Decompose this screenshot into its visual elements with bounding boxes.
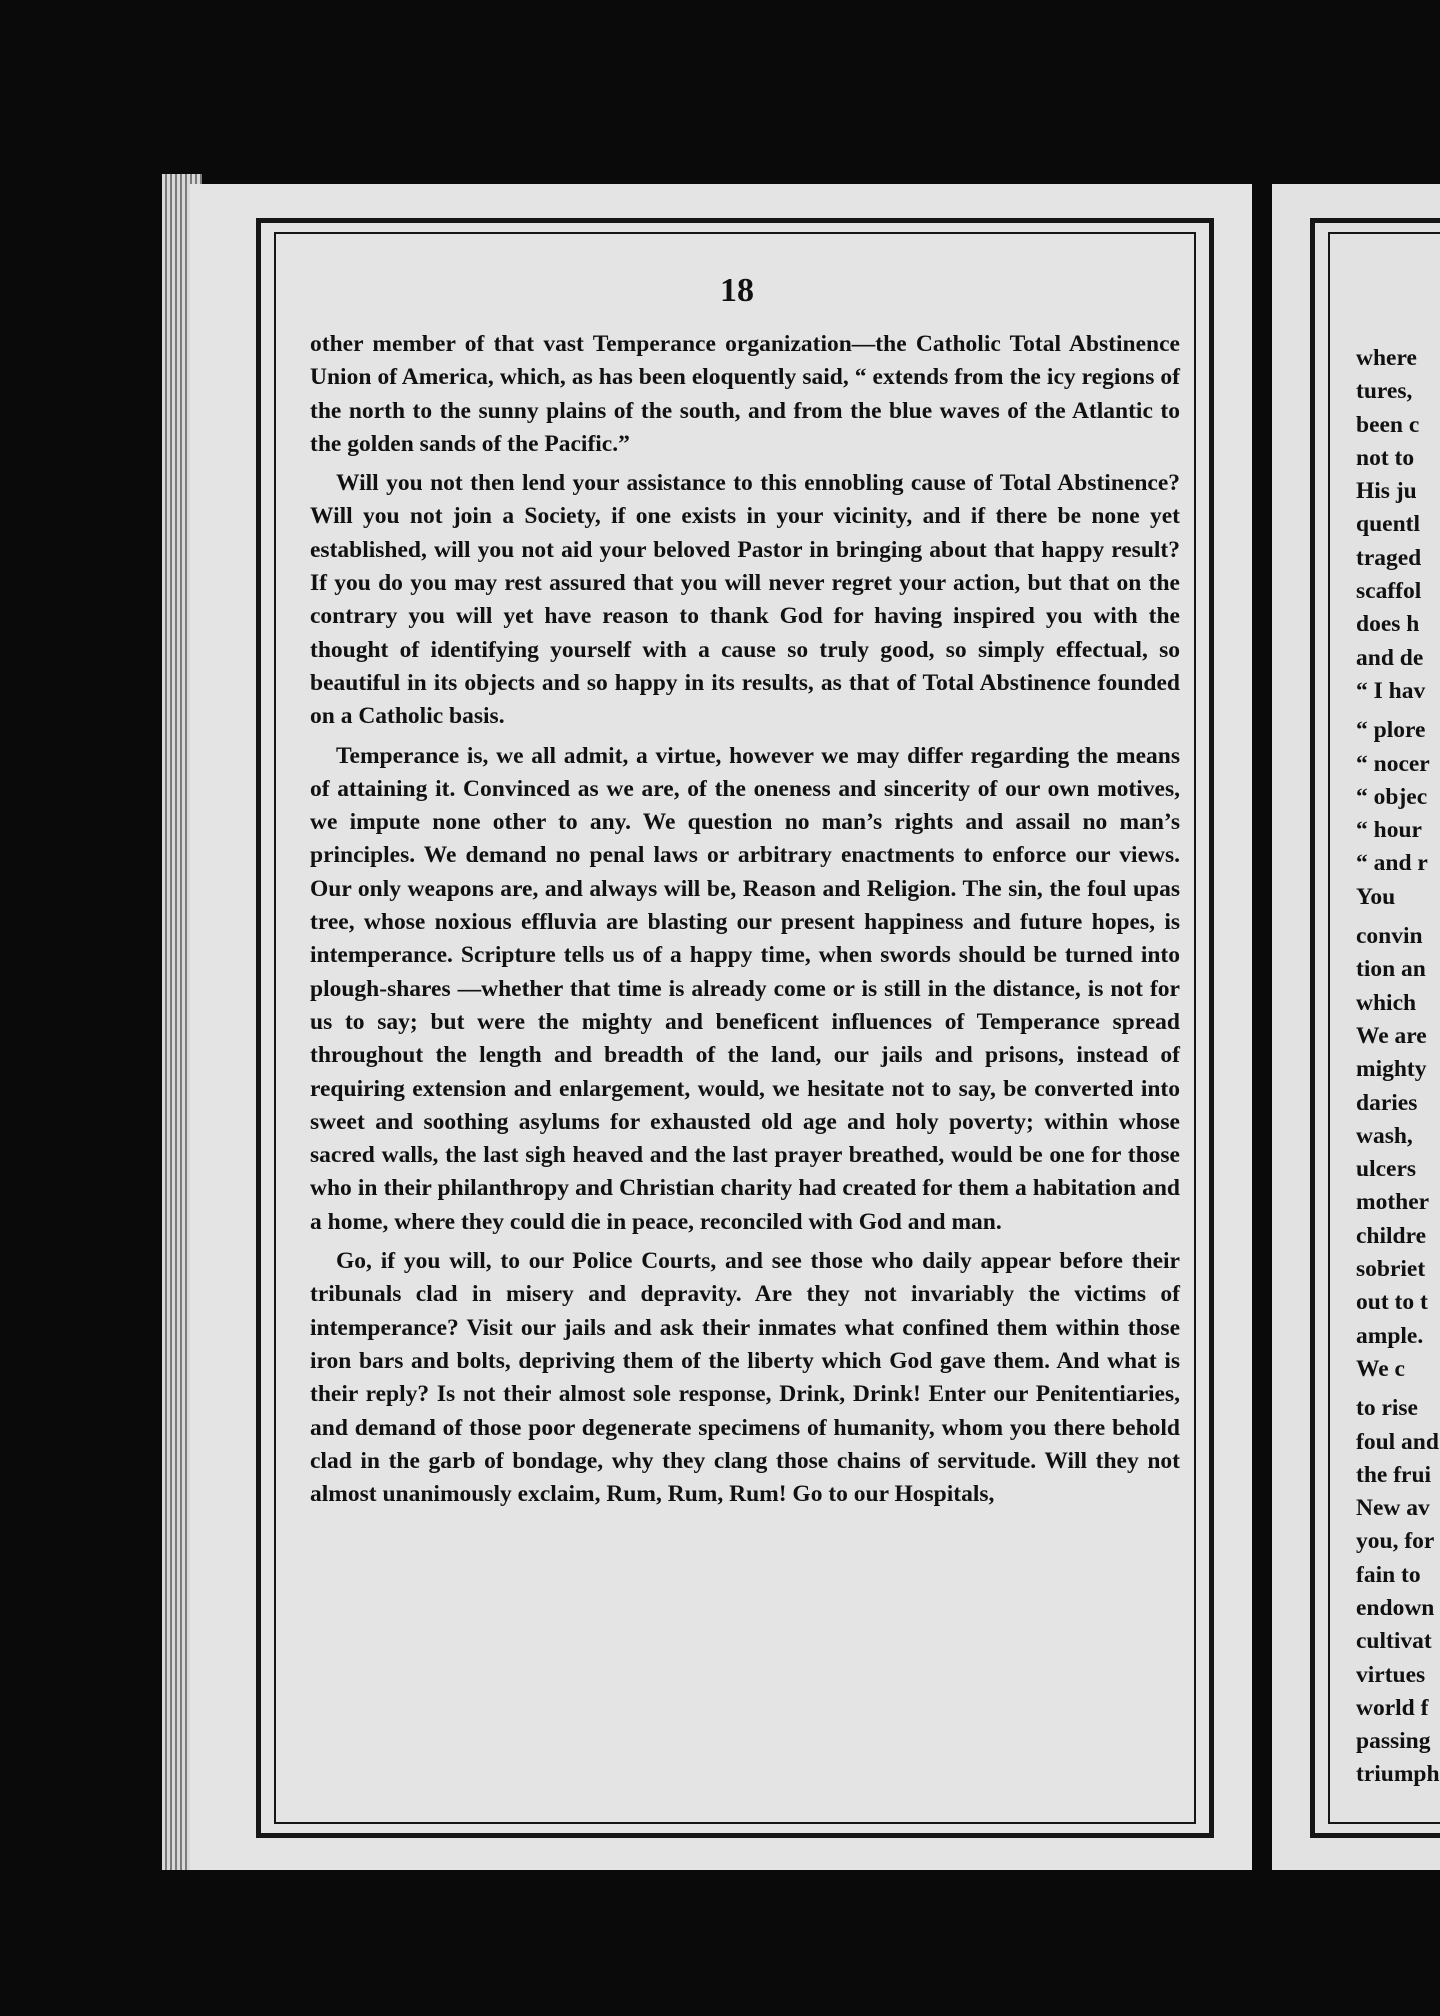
facing-page-line: where [1356, 345, 1417, 371]
facing-page-line: cultivat [1356, 1628, 1432, 1655]
paragraph: Go, if you will, to our Police Courts, and see those who daily appear before their tribunals clad in misery and depravity. Are they not invariably the victims of intemperance? Visit our jails and ask their inmates what confined them within those iron bars and bolts, depriving them of the liberty which God gave them. And what is their reply? Is not their almost sole response, Drink, Drink! Enter our Penitentiaries, and demand of those poor degenerate specimens of humanity, whom you there behold clad in the garb of bondage, why they clang those chains of servitude. Will they not almost unanimously exclaim, Rum, Rum, Rum! Go to our Hospitals, [310, 1248, 1180, 1508]
facing-page-line: mother [1356, 1189, 1430, 1216]
facing-page-line: virtues [1356, 1661, 1426, 1688]
facing-page-line: foul and [1356, 1428, 1439, 1455]
facing-page-line: “ I hav [1356, 677, 1426, 704]
facing-page-line: does h [1356, 611, 1420, 638]
facing-page-line: endown [1356, 1594, 1435, 1621]
facing-page-line: We are [1356, 1022, 1427, 1049]
facing-page-line: mighty [1356, 1056, 1427, 1083]
facing-page-line: scaffol [1356, 578, 1422, 605]
paragraph: Temperance is, we all admit, a virtue, however we may differ regarding the means of attaining it. Convinced as we are, of the oneness and sincerity of our own motives, we impute none other to any. We question no man’s rights and assail no man’s principles. We demand no penal laws or arbitrary enactments to enforce our views. Our only weapons are, and always will be, Reason and Religion. The sin, the foul upas tree, whose noxious effluvia are blasting our present happiness and future hopes, is intemperance. Scripture tells us of a happy time, when swords should be turned into plough-shares —whether that time is already come or is still in the distance, is not for us to say; but were the mighty and beneficent influences of Temperance spread throughout the length and breadth of the land, our jails and prisons, instead of requiring extension and enlargement, would, we hesitate not to say, be converted into sweet and soothing asylums for exhausted old age and holy poverty; within whose sacred walls, the last sigh heaved and the last prayer breathed, would be one for those who in their philanthropy and Christian charity had created for them a habitation and a home, where they could die in peace, reconciled with God and man. [310, 742, 1180, 1235]
facing-page-line: tion an [1356, 956, 1426, 983]
facing-page-line: quentl [1356, 511, 1420, 538]
facing-page-line: We c [1356, 1355, 1405, 1382]
facing-page-line: passing [1356, 1728, 1431, 1755]
page-number: 18 [720, 272, 754, 309]
facing-page-line: to rise [1356, 1395, 1418, 1422]
facing-page-line: wash, [1356, 1122, 1413, 1149]
facing-page-line: and de [1356, 644, 1424, 671]
facing-page-line: fain to [1356, 1561, 1421, 1588]
facing-page-line: “ objec [1356, 783, 1428, 810]
facing-page-line: His ju [1356, 478, 1417, 505]
page-text [310, 328, 1180, 1517]
facing-page-line: traged [1356, 544, 1422, 571]
paragraph: Will you not then lend your assistance to this ennobling cause of Total Abstinence? Will you not join a Society, if one exists in your vicinity, and if there be none yet established, will you not aid your beloved Pastor in bringing about that happy result? If you do you may rest assured that you will never regret your action, but that on the contrary you will yet have reason to thank God for having inspired you with the thought of identifying yourself with a cause so truly good, so simply effectual, so beautiful in its objects and so happy in its results, as that of Total Abstinence founded on a Catholic basis. [310, 470, 1180, 730]
facing-page-line: convin [1356, 923, 1423, 950]
facing-page-line: New av [1356, 1495, 1430, 1522]
facing-page-line: daries [1356, 1089, 1418, 1116]
facing-page-line: “ plore [1356, 717, 1426, 744]
facing-page-line: out to t [1356, 1289, 1428, 1316]
facing-page-line: “ nocer [1356, 750, 1430, 777]
facing-page-line: the frui [1356, 1461, 1432, 1488]
paragraph: other member of that vast Temperance organization—the Catholic Total Abstinence Union of America, which, as has been eloquently said, “ extends from the icy regions of the north to the sunny plains of the south, and from the blue waves of the Atlantic to the golden sands of the Pacific.” [310, 331, 1180, 457]
facing-page-text [1356, 342, 1440, 1792]
facing-page-line: been c [1356, 411, 1420, 438]
facing-page-line: You [1356, 883, 1396, 910]
facing-page-line: world f [1356, 1694, 1429, 1721]
facing-page-line: tures, [1356, 378, 1413, 405]
facing-page-line: which [1356, 989, 1417, 1016]
facing-page-line: childre [1356, 1222, 1427, 1249]
facing-page-line: “ and r [1356, 850, 1428, 877]
facing-page-line: ulcers [1356, 1156, 1417, 1183]
facing-page-line: “ hour [1356, 817, 1422, 844]
facing-page-line: ample. [1356, 1322, 1424, 1349]
facing-page-line: you, for [1356, 1528, 1435, 1555]
facing-page-line: not to [1356, 444, 1415, 471]
facing-page-line: triumph [1356, 1761, 1440, 1788]
facing-page-line: sobriet [1356, 1256, 1426, 1283]
